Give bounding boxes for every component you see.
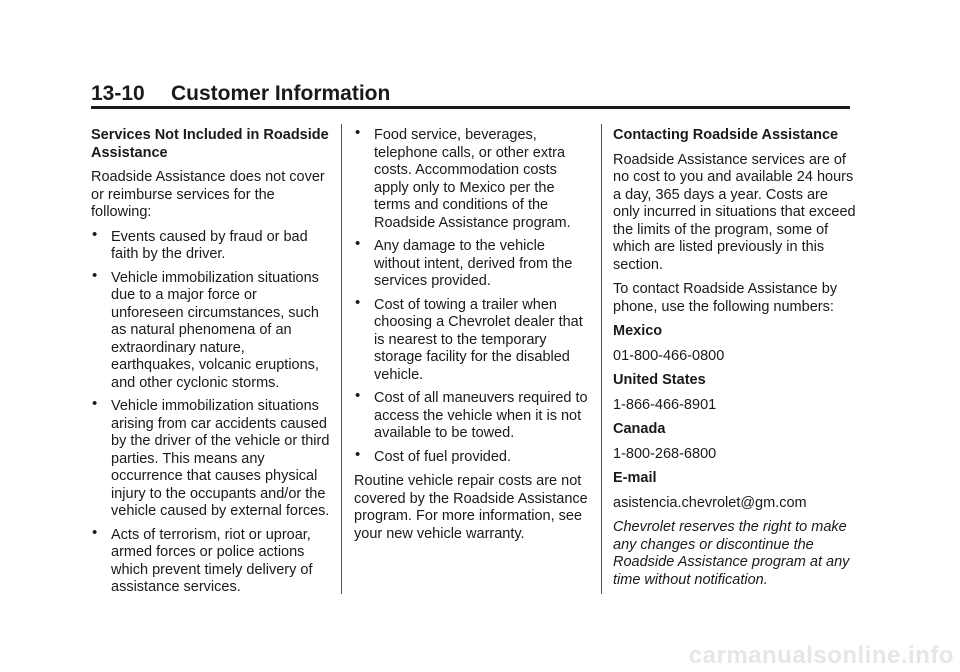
header-rule: [91, 106, 850, 109]
column-divider-2: [601, 124, 602, 594]
list-item: • Acts of terrorism, riot or uproar, armed forces or police actions which prevent timely delivery of assistance services.: [91, 527, 331, 597]
column-2: [354, 127, 594, 550]
contacting-heading: Contacting Roadside Assistance: [613, 127, 839, 143]
list-item: • Events caused by fraud or bad faith by the driver.: [91, 229, 331, 264]
section-title: Customer Information: [171, 82, 391, 105]
services-not-included-heading: Services Not Included in Roadside Assistance: [91, 127, 329, 161]
program-notice: Chevrolet reserves the right to make any changes or discontinue the Roadside Assistance program at any time without notification.: [613, 519, 850, 588]
contact-label-mexico: Mexico: [613, 323, 663, 339]
watermark: carmanualsonline.info: [688, 642, 954, 669]
list-item: • Cost of towing a trailer when choosing a Chevrolet dealer that is nearest to the temporary storage facility for the disabled vehicle.: [354, 297, 594, 385]
contact-intro-paragraph: To contact Roadside Assistance by phone, use the following numbers:: [613, 281, 838, 315]
contact-label-email: E-mail: [613, 470, 657, 486]
contact-label-canada: Canada: [613, 421, 666, 437]
contact-value-canada: 1-800-268-6800: [613, 445, 717, 462]
intro-paragraph: Roadside Assistance does not cover or reimburse services for the following:: [91, 169, 325, 220]
exclusions-list: [91, 229, 331, 597]
contact-label-us: United States: [613, 372, 706, 388]
list-item: • Any damage to the vehicle without intent, derived from the services provided.: [354, 238, 594, 291]
page-header: [91, 82, 851, 106]
list-item: • Vehicle immobilization situations arising from car accidents caused by the driver of the vehicle or third parties. This means any occurrence that causes physical injury to the occupants and/or the vehicle caused by external forces.: [91, 398, 331, 521]
list-item: • Food service, beverages, telephone calls, or other extra costs. Accommodation costs apply only to Mexico per the terms and conditions of the Roadside Assistance program.: [354, 127, 594, 232]
services-cost-paragraph: Roadside Assistance services are of no cost to you and available 24 hours a day, 365 days a year. Costs are only incurred in situations that exceed the limits of the program, some of which are listed previously in this section.: [613, 151, 856, 273]
contact-value-email: asistencia.chevrolet@gm.com: [613, 494, 807, 511]
column-divider-1: [341, 124, 342, 594]
list-item: • Cost of fuel provided.: [354, 449, 594, 467]
contact-value-us: 1-866-466-8901: [613, 396, 717, 413]
list-item: • Cost of all maneuvers required to access the vehicle when it is not available to be towed.: [354, 390, 594, 443]
column-3: [613, 127, 858, 596]
page-number: 13-10: [91, 82, 145, 105]
list-item: • Vehicle immobilization situations due to a major force or unforeseen circumstances, such as natural phenomena of an extraordinary nature, earthquakes, volcanic eruptions, and other cyclonic storms.: [91, 270, 331, 393]
column-1: [91, 127, 331, 604]
contact-value-mexico: 01-800-466-0800: [613, 347, 725, 364]
repair-costs-paragraph: Routine vehicle repair costs are not covered by the Roadside Assistance program. For more information, see your new vehicle warranty.: [354, 473, 588, 542]
exclusions-list-continued: [354, 127, 594, 466]
